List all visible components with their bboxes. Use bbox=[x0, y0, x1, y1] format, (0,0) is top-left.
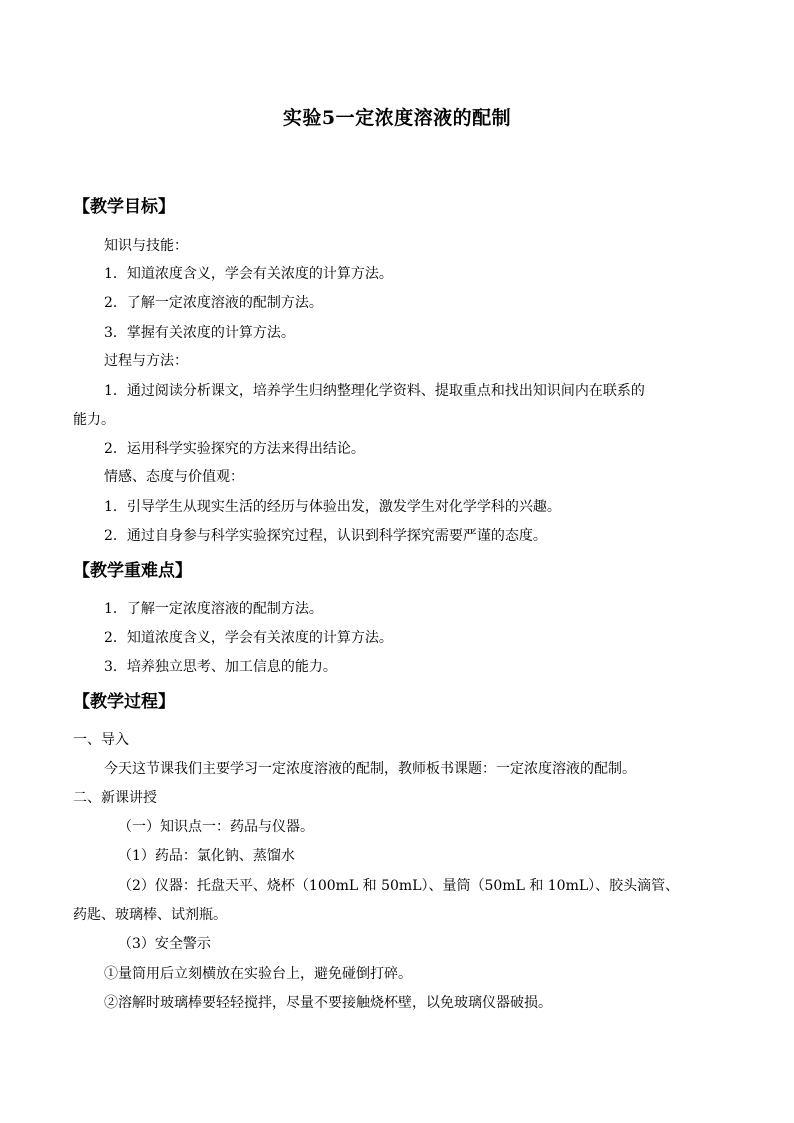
safety-item: ①量筒用后立刻横放在实验台上，避免碰倒打碎。 bbox=[104, 966, 412, 982]
section-heading-process: 【教学过程】 bbox=[73, 692, 175, 712]
knowledge-point-1: （一）知识点一：药品与仪器。 bbox=[118, 819, 314, 835]
process-item: 1．通过阅读分析课文，培养学生归纳整理化学资料、提取重点和找出知识间内在联系的 bbox=[104, 383, 645, 399]
process-label: 过程与方法： bbox=[104, 353, 188, 369]
drugs-line: （1）药品：氯化钠、蒸馏水 bbox=[118, 848, 295, 864]
intro-text: 今天这节课我们主要学习一定浓度溶液的配制，教师板书课题：一定浓度溶液的配制。 bbox=[104, 761, 636, 777]
instruments-line: （2）仪器：托盘天平、烧杯（100mL 和 50mL）、量筒（50mL 和 10mL）、胶头滴管、 bbox=[118, 878, 680, 894]
safety-item: ②溶解时玻璃棒要轻轻搅拌，尽量不要接触烧杯壁，以免玻璃仪器破损。 bbox=[104, 995, 552, 1011]
page-title: 实验5一定浓度溶液的配制 bbox=[282, 107, 512, 129]
process-item: 2．运用科学实验探究的方法来得出结论。 bbox=[104, 441, 365, 457]
part-label-intro: 一、导入 bbox=[73, 732, 129, 748]
key-point-item: 2．知道浓度含义，学会有关浓度的计算方法。 bbox=[104, 630, 393, 646]
key-point-item: 1．了解一定浓度溶液的配制方法。 bbox=[104, 601, 323, 617]
safety-label: （3）安全警示 bbox=[118, 936, 211, 952]
section-heading-objectives: 【教学目标】 bbox=[73, 197, 175, 217]
emotion-label: 情感、态度与价值观： bbox=[104, 469, 244, 485]
process-item-continuation: 能力。 bbox=[73, 412, 115, 428]
knowledge-label: 知识与技能： bbox=[104, 238, 188, 254]
part-label-new-lesson: 二、新课讲授 bbox=[73, 790, 157, 806]
section-heading-key-points: 【教学重难点】 bbox=[73, 561, 192, 581]
knowledge-item: 2．了解一定浓度溶液的配制方法。 bbox=[104, 295, 323, 311]
knowledge-item: 1．知道浓度含义，学会有关浓度的计算方法。 bbox=[104, 266, 393, 282]
key-point-item: 3．培养独立思考、加工信息的能力。 bbox=[104, 659, 337, 675]
instruments-line-continuation: 药匙、玻璃棒、试剂瓶。 bbox=[73, 907, 227, 923]
emotion-item: 1．引导学生从现实生活的经历与体验出发，激发学生对化学学科的兴趣。 bbox=[104, 499, 561, 515]
knowledge-item: 3．掌握有关浓度的计算方法。 bbox=[104, 325, 295, 341]
emotion-item: 2．通过自身参与科学实验探究过程，认识到科学探究需要严谨的态度。 bbox=[104, 528, 547, 544]
